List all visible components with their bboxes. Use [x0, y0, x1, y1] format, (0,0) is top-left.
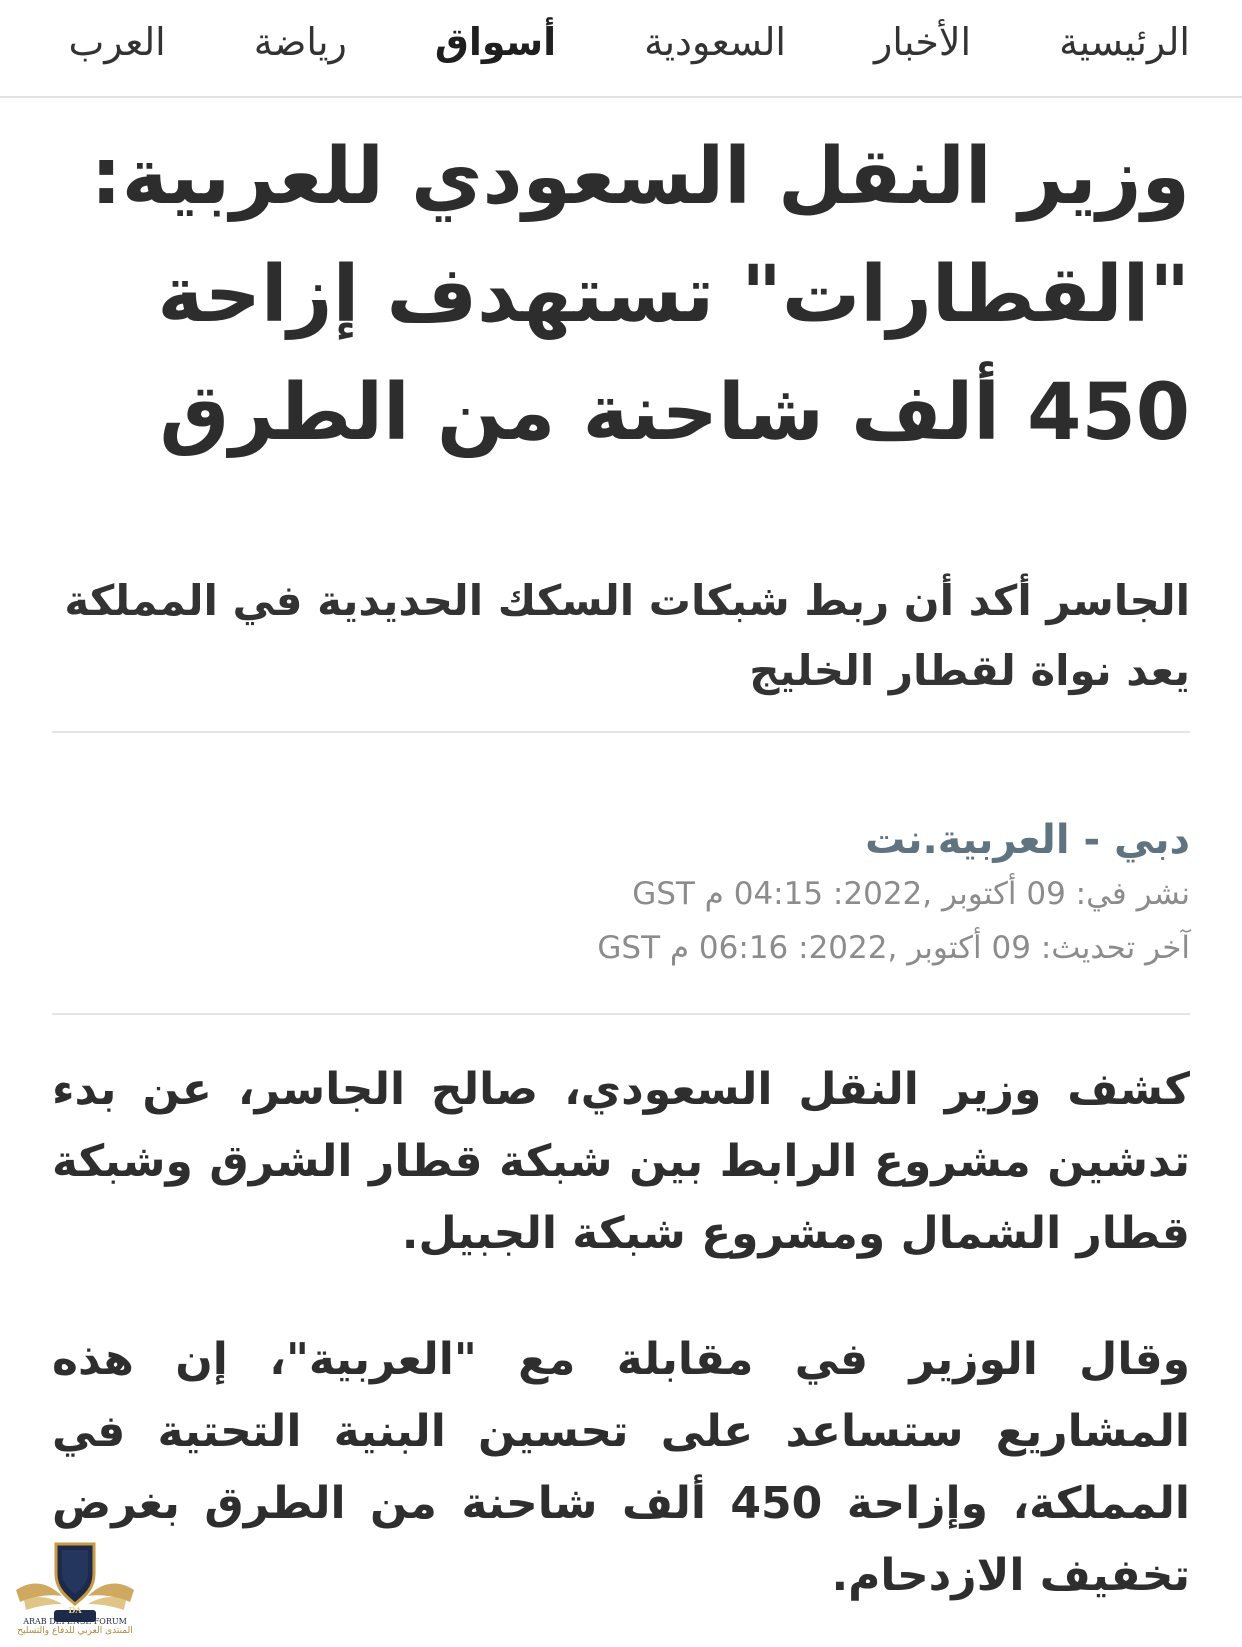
- article-byline[interactable]: دبي - العربية.نت: [865, 817, 1190, 863]
- top-navigation: [0, 0, 1242, 98]
- article-paragraph: كشف وزير النقل السعودي، صالح الجاسر، عن بدء تدشين مشروع الرابط بين شبكة قطار الشرق وشبكة قطار الشمال ومشروع شبكة الجبيل.: [52, 1064, 1190, 1259]
- published-date: نشر في: 09 أكتوبر ,2022: 04:15 م GST: [632, 876, 1190, 912]
- nav-item-news[interactable]: الأخبار: [873, 20, 972, 64]
- article-headline: وزير النقل السعودي للعربية: "القطارات" تستهدف إزاحة 450 ألف شاحنة من الطرق: [90, 132, 1190, 458]
- divider-bottom: [52, 1013, 1190, 1015]
- arab-defense-forum-watermark: [10, 1538, 140, 1644]
- article-paragraph: وقال الوزير في مقابلة مع "العربية"، إن هذه المشاريع ستساعد على تحسين البنية التحتية في المملكة، وإزاحة 450 ألف شاحنة من الطرق بغرض تخفيف الازدحام.: [52, 1334, 1191, 1601]
- forum-name-mark: [10, 1606, 140, 1626]
- svg-text:DA: DA: [68, 1606, 82, 1615]
- svg-text:ARAB DEFENSE FORUM: ARAB DEFENSE FORUM: [23, 1617, 127, 1626]
- nav-item-sports[interactable]: رياضة: [253, 20, 347, 64]
- nav-item-home[interactable]: الرئيسية: [1059, 20, 1190, 64]
- nav-list: [0, 14, 1190, 70]
- nav-item-arab[interactable]: العرب: [68, 20, 166, 64]
- divider-top: [52, 731, 1190, 733]
- nav-item-saudi[interactable]: السعودية: [644, 20, 786, 64]
- forum-name-arabic: المنتدى العربي للدفاع والتسليح: [17, 1626, 133, 1636]
- updated-date: آخر تحديث: 09 أكتوبر ,2022: 06:16 م GST: [597, 930, 1190, 966]
- nav-item-markets[interactable]: أسواق: [434, 20, 557, 64]
- article-subheadline: الجاسر أكد أن ربط شبكات السكك الحديدية في المملكة يعد نواة لقطار الخليج: [64, 576, 1190, 695]
